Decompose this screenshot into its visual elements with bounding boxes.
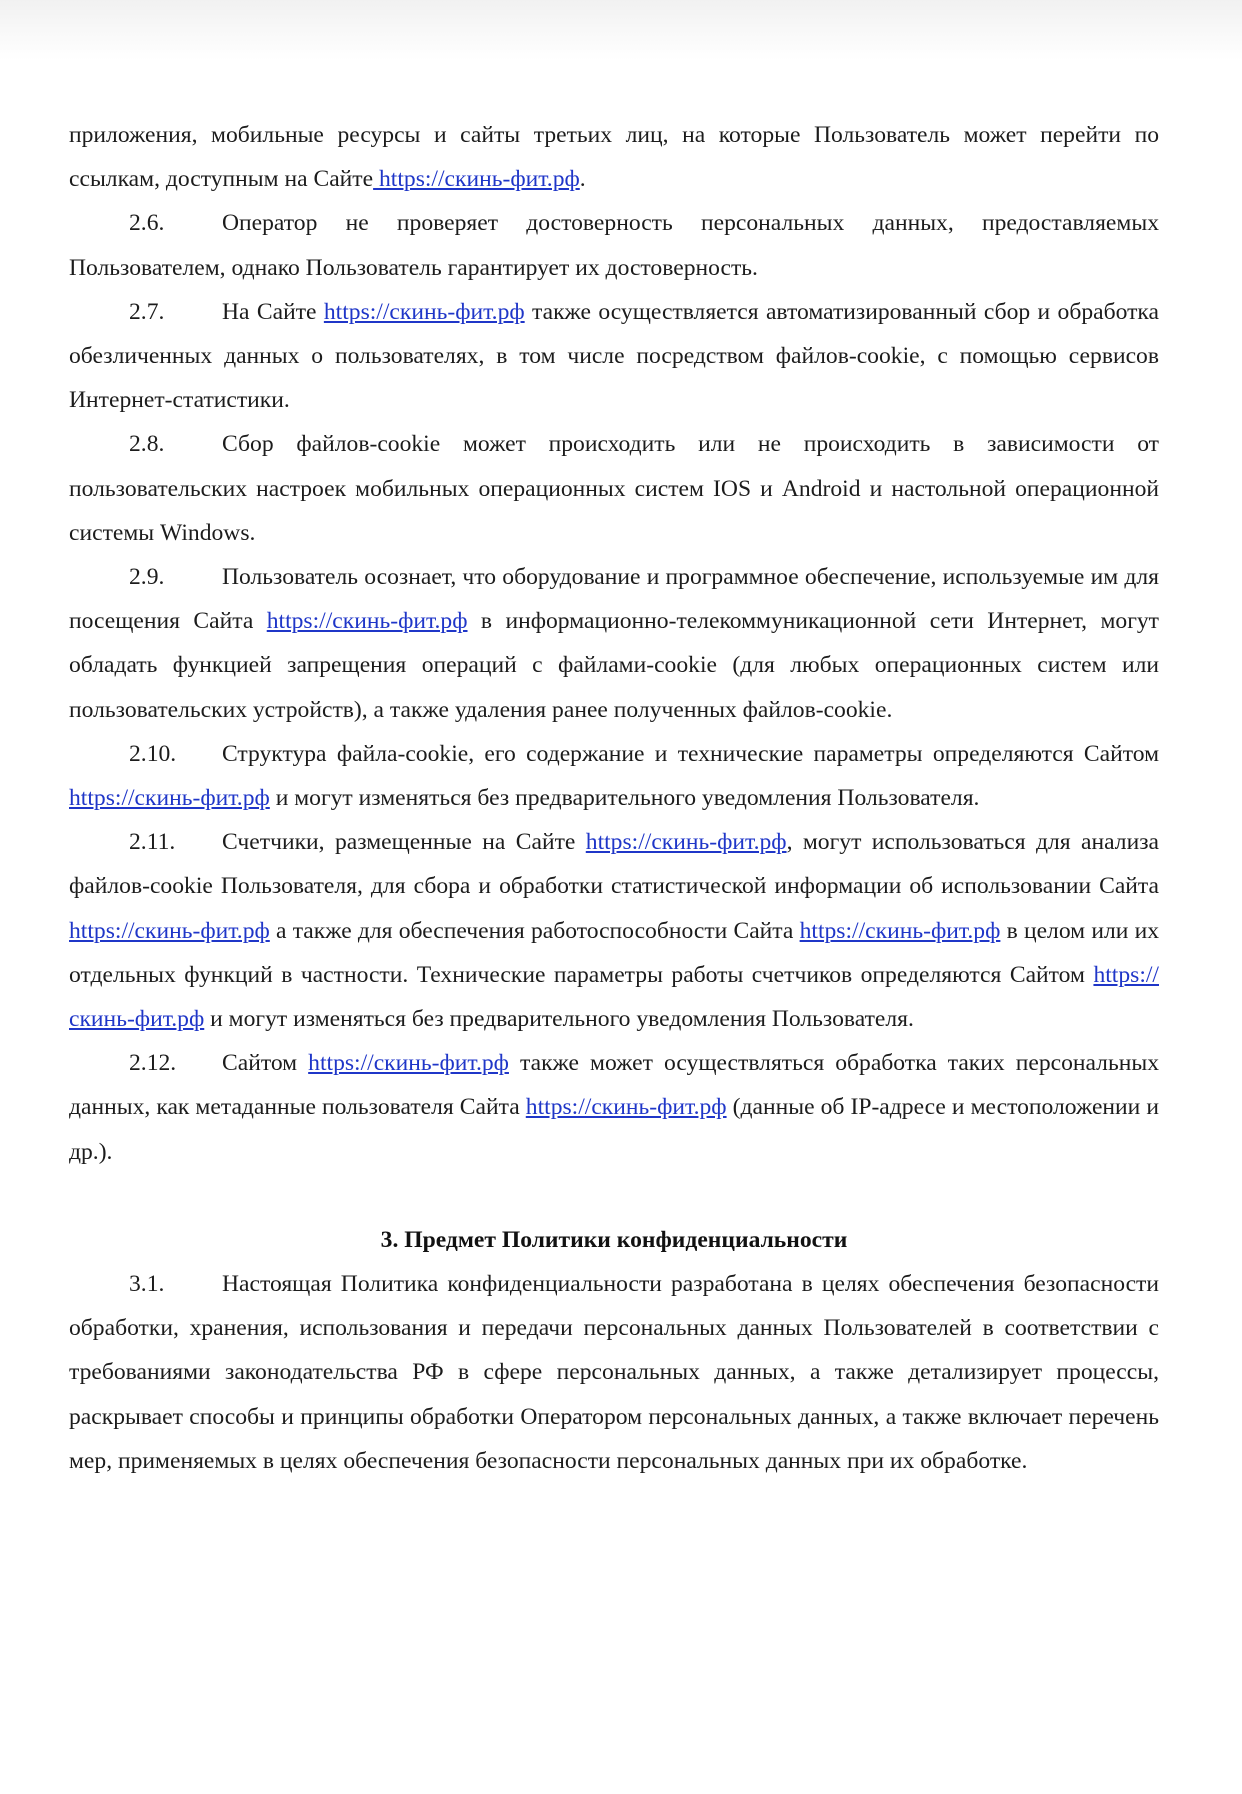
paragraph-text: Сбор файлов-cookie может происходить или не происходить в зависимости от пользовательских настроек мобильных операционных систем IOS и Android и настольной операционной системы Windows. [69, 431, 1159, 546]
paragraph-2-6 [69, 201, 1159, 289]
paragraph-text: а также для обеспечения работоспособности Сайта [269, 917, 800, 944]
paragraph-text: Пользователь осознает, что оборудование и программное обеспечение, используемые им для посещения Сайта [69, 564, 1159, 635]
clause-number: 2.6. [129, 210, 165, 237]
clause-number: 3.1. [129, 1271, 165, 1298]
paragraph-text: Структура файла-cookie, его содержание и технические параметры определяются Сайтом [222, 740, 1159, 767]
site-link[interactable]: https://скинь-фит.рф [585, 829, 787, 856]
site-link[interactable]: https://скинь-фит.рф [308, 1050, 509, 1077]
paragraph-2-10 [69, 732, 1159, 820]
paragraph-text: также может осуществляться обработка таких персональных данных, как метаданные пользователя Сайта [69, 1050, 1159, 1121]
document-page [69, 113, 1159, 1483]
paragraph-text: Счетчики, размещенные на Сайте [222, 829, 586, 856]
paragraph-text: Оператор не проверяет достоверность персональных данных, предоставляемых Пользователем, однако Пользователь гарантирует их достоверность. [69, 210, 1159, 281]
clause-number: 2.10. [129, 740, 177, 767]
section-3-heading: 3. Предмет Политики конфиденциальности [380, 1226, 848, 1253]
paragraph-2-12 [69, 1041, 1159, 1174]
section-spacer [69, 1174, 1159, 1218]
site-link[interactable]: https://скинь-фит.рф [323, 298, 525, 325]
paragraph-text: (данные об IP-адресе и местоположении и др.). [69, 1094, 1159, 1165]
paragraph-text: также осуществляется автоматизированный сбор и обработка обезличенных данных о пользователях, в том числе посредством файлов-cookie, с помощью сервисов Интернет-статистики. [69, 298, 1159, 414]
paragraph-text: , могут использоваться для анализа файлов-cookie Пользователя, для сбора и обработки статистической информации об использовании Сайта [69, 829, 1159, 900]
paragraph-text: На Сайте [222, 298, 324, 325]
page-top-shadow [0, 0, 1242, 60]
paragraph-3-1 [69, 1262, 1159, 1483]
site-link[interactable]: https://скинь-фит.рф [525, 1094, 727, 1121]
paragraph-2-7 [69, 290, 1159, 423]
site-link[interactable]: https://скинь-фит.рф [266, 608, 468, 635]
site-link[interactable]: https://скинь-фит.рф [69, 917, 270, 944]
clause-number: 2.11. [129, 829, 176, 856]
paragraph-2-8 [69, 422, 1159, 555]
paragraph-text: и могут изменяться без предварительного уведомления Пользователя. [269, 785, 980, 812]
paragraph-2-11 [69, 820, 1159, 1041]
paragraph-text: и могут изменяться без предварительного уведомления Пользователя. [204, 1006, 914, 1033]
clause-number: 2.7. [129, 298, 165, 325]
clause-number: 2.8. [129, 431, 165, 458]
paragraph-text: . [579, 166, 586, 193]
paragraph-2-9 [69, 555, 1159, 732]
paragraph-text: в целом или их отдельных функций в частности. Технические параметры работы счетчиков определяются Сайтом [69, 917, 1159, 988]
paragraph-text: в информационно-телекоммуникационной сети Интернет, могут обладать функцией запрещения операций с файлами-cookie (для любых операционных систем или пользовательских устройств), а также удаления ранее полученных файлов-cookie. [69, 608, 1159, 723]
site-link[interactable]: https://скинь-фит.рф [69, 785, 270, 812]
site-link[interactable]: https://скинь-фит.рф [373, 166, 580, 193]
clause-number: 2.12. [129, 1050, 177, 1077]
paragraph-text: Настоящая Политика конфиденциальности разработана в целях обеспечения безопасности обработки, хранения, использования и передачи персональных данных Пользователей в соответствии с требованиями законодательства РФ в сфере персональных данных, а также детализирует процессы, раскрывает способы и принципы обработки Оператором персональных данных, а также включает перечень мер, применяемых в целях обеспечения безопасности персональных данных при их обработке. [69, 1271, 1159, 1474]
paragraph-text: приложения, мобильные ресурсы и сайты третьих лиц, на которые Пользователь может перейти по ссылкам, доступным на Сайте [69, 122, 1159, 193]
clause-number: 2.9. [129, 564, 165, 591]
site-link[interactable]: https://скинь-фит.рф [799, 917, 1001, 944]
site-link[interactable]: https://скинь-фит.рф [69, 961, 1159, 1033]
paragraph-2-5-continuation [69, 113, 1159, 201]
paragraph-text: Сайтом [222, 1050, 309, 1077]
